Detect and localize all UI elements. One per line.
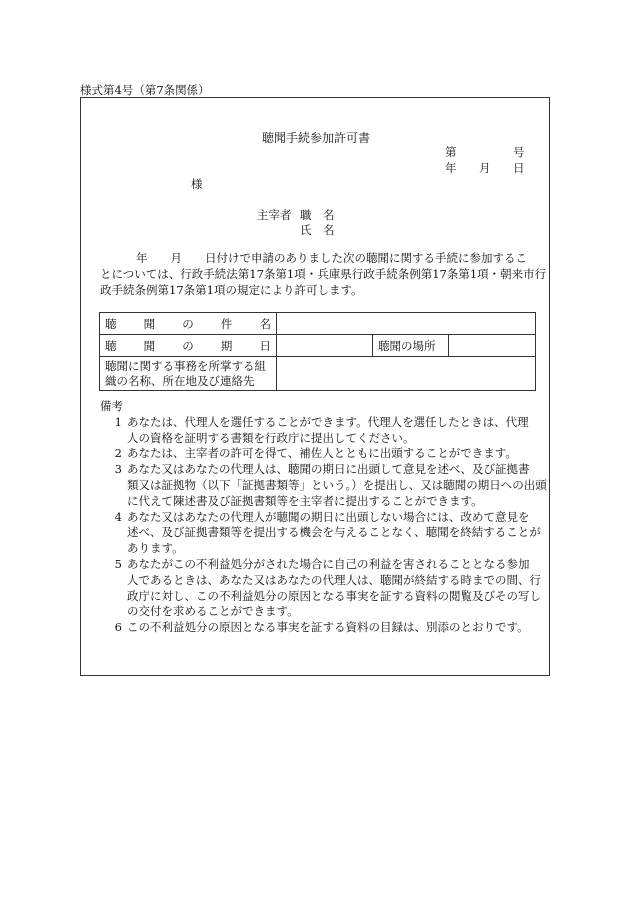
note-line: あなたは、代理人を選任することができます。代理人を選任したときは、代理: [127, 414, 529, 429]
note-item: [100, 620, 540, 636]
intro-line: 年 月 日付けで申請のありました次の聴聞に関する手続に参加するこ: [136, 251, 527, 265]
label-char: の: [182, 316, 194, 331]
presider-label: 主宰者: [257, 208, 292, 222]
label-char: 聴: [105, 338, 117, 353]
note-number: 2: [114, 446, 122, 461]
hearing-info-table: [99, 312, 536, 391]
date-day: 日: [513, 161, 525, 175]
office-info-label: [100, 357, 277, 391]
number-prefix: 第: [445, 145, 457, 159]
notes-heading: 備考: [100, 399, 123, 413]
label-char: 聞: [143, 338, 156, 353]
note-number: 1: [114, 414, 122, 429]
date-year: 年: [445, 161, 457, 175]
notes-section: [100, 399, 547, 636]
label-line: 聴聞に関する事務を所掌する組: [105, 358, 266, 373]
label-char: 日: [259, 338, 271, 353]
permit-document: [80, 97, 550, 676]
note-line: 人であるときは、あなた又はあなたの代理人は、聴聞が終結する時までの間、行: [127, 572, 541, 587]
note-line: の交付を求めることができます。: [127, 604, 299, 619]
note-item: [100, 510, 540, 557]
note-line: 類又は証拠物（以下「証拠書類等」という。）を提出し、又は聴聞の期日への出頭: [127, 477, 547, 492]
intro-line: とについては、行政手続法第17条第1項・兵庫県行政手続条例第17条第1項・朝来市行: [100, 267, 547, 281]
label-line: 織の名称、所在地及び連絡先: [105, 373, 255, 388]
note-line: 述べ、及び証拠書類等を提出する機会を与えることなく、聴聞を終結することが: [127, 525, 541, 540]
form-number-label: 様式第4号（第7条関係）: [80, 83, 210, 97]
note-number: 5: [114, 556, 122, 571]
note-number: 3: [114, 462, 122, 477]
label-char: 件: [220, 316, 233, 331]
document-title: 聴聞手続参加許可書: [262, 131, 371, 145]
hearing-date-value: [277, 335, 373, 357]
note-line: 政庁に対し、この不利益処分の原因となる事実を証する資料の閲覧及びその写し: [127, 588, 541, 603]
note-line: あなた又はあなたの代理人が聴聞の期日に出頭しない場合には、改めて意見を: [127, 509, 530, 524]
office-info-value: [277, 357, 536, 391]
hearing-date-label: [100, 335, 277, 357]
note-line: あなたがこの不利益処分がされた場合に自己の利益を害されることとなる参加: [127, 556, 530, 571]
note-number: 6: [114, 620, 122, 635]
table-row: [100, 357, 536, 391]
note-item: [100, 462, 547, 509]
label-char: 聴: [105, 316, 117, 331]
note-line: 人の資格を証明する書類を行政庁に提出してください。: [127, 430, 415, 445]
label-char: の: [182, 338, 194, 353]
label-char: 聞: [143, 316, 156, 331]
hearing-place-value: [449, 335, 536, 357]
number-suffix: 号: [513, 145, 525, 159]
hearing-subject-label: [100, 313, 277, 335]
note-line: この不利益処分の原因となる事実を証する資料の目録は、別添のとおりです。: [127, 620, 529, 635]
hearing-place-label: 聴聞の場所: [373, 335, 449, 357]
table-row: [100, 313, 536, 335]
intro-paragraph: [100, 250, 547, 298]
date-month: 月: [479, 161, 491, 175]
label-char: 期: [220, 338, 233, 353]
note-line: に代えて陳述書及び証拠書類等を主宰者に提出することができます。: [127, 493, 483, 508]
note-line: あります。: [127, 541, 184, 556]
addressee-suffix: 様: [191, 177, 203, 191]
note-item: [100, 557, 540, 620]
label-char: 名: [259, 316, 271, 331]
note-item: [100, 446, 540, 462]
note-line: あなたは、主宰者の許可を得て、補佐人とともに出頭することができます。: [127, 446, 517, 461]
presider-name: 氏 名: [300, 223, 335, 237]
intro-line: 政手続条例第17条第1項の規定により許可します。: [100, 283, 363, 297]
note-item: [100, 415, 540, 447]
note-number: 4: [114, 509, 122, 524]
presider-title: 職 名: [300, 208, 335, 222]
hearing-subject-value: [277, 313, 536, 335]
note-line: あなた又はあなたの代理人は、聴聞の期日に出頭して意見を述べ、及び証拠書: [127, 462, 530, 477]
table-row: [100, 335, 536, 357]
